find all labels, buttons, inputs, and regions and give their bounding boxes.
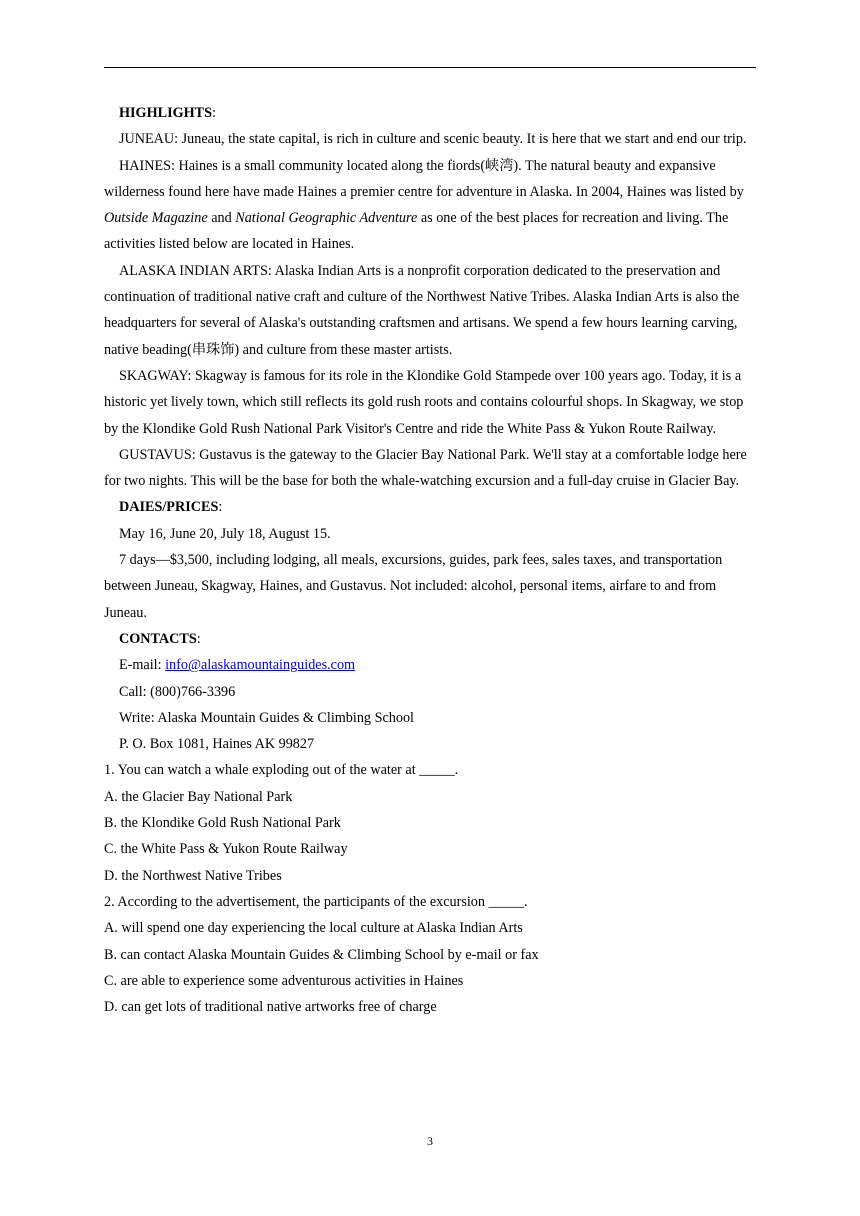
question-1-option-a: A. the Glacier Bay National Park — [104, 788, 293, 805]
gustavus-paragraph: GUSTAVUS: Gustavus is the gateway to the Glacier Bay National Park. We'll stay at a comfortable lodge here for two nights. This will be the base for both the whale-watching excursion and a full-day cruise in Glacier Bay. — [104, 446, 747, 490]
question-2-option-a: A. will spend one day experiencing the local culture at Alaska Indian Arts — [104, 920, 523, 937]
question-2-option-c: C. are able to experience some adventurous activities in Haines — [104, 972, 464, 989]
haines-paragraph — [104, 153, 758, 258]
po-box-line: P. O. Box 1081, Haines AK 99827 — [119, 736, 315, 753]
page-number: 3 — [427, 1134, 433, 1148]
write-line: Write: Alaska Mountain Guides & Climbing School — [119, 709, 414, 726]
contacts-heading: CONTACTS — [119, 630, 197, 647]
contacts-heading-line: CONTACTS: — [119, 630, 201, 647]
haines-text-1: HAINES: Haines is a small community located along the fiords(峡湾). The natural beauty and expansive wilderness found here have made Haines a premier centre for adventure in Alaska. In 2004, Haines was listed by — [104, 157, 744, 200]
question-1-option-b: B. the Klondike Gold Rush National Park — [104, 815, 341, 832]
question-2-option-d: D. can get lots of traditional native artworks free of charge — [104, 999, 437, 1016]
question-2-option-b: B. can contact Alaska Mountain Guides & Climbing School by e-mail or fax — [104, 946, 539, 963]
outside-magazine-title: Outside Magazine — [104, 210, 208, 227]
document-body — [104, 100, 758, 1020]
skagway-paragraph: SKAGWAY: Skagway is famous for its role in the Klondike Gold Stampede over 100 years ago. Today, it is a historic yet lively town, which still reflects its gold rush roots and contains colourful shops. In Skagway, we stop by the Klondike Gold Rush National Park Visitor's Centre and ride the White Pass & Yukon Route Railway. — [104, 367, 744, 437]
highlights-heading: HIGHLIGHTS — [119, 105, 213, 121]
email-line — [104, 652, 758, 678]
email-link[interactable]: info@alaskamountainguides.com — [165, 657, 356, 674]
haines-text-and: and — [207, 210, 236, 227]
juneau-paragraph: JUNEAU: Juneau, the state capital, is rich in culture and scenic beauty. It is here that we start and end our trip. — [119, 131, 747, 148]
question-1-stem: 1. You can watch a whale exploding out of the water at _____. — [104, 762, 459, 779]
dates-heading: DAIES/PRICES — [119, 499, 219, 516]
question-1-option-c: C. the White Pass & Yukon Route Railway — [104, 841, 348, 858]
call-line: Call: (800)766-3396 — [119, 683, 236, 700]
email-label: E-mail: — [119, 657, 166, 674]
national-geographic-title: National Geographic Adventure — [235, 210, 418, 227]
highlights-heading-line: HIGHLIGHTS: — [119, 105, 216, 121]
question-2-stem: 2. According to the advertisement, the participants of the excursion _____. — [104, 893, 528, 910]
haines-text-2: as one of the best places for recreation and living. The activities listed below are located in Haines. — [104, 210, 729, 253]
question-1-option-d: D. the Northwest Native Tribes — [104, 867, 282, 884]
dates-line: May 16, June 20, July 18, August 15. — [119, 525, 331, 542]
dates-heading-line: DAIES/PRICES: — [119, 499, 223, 516]
price-paragraph: 7 days—$3,500, including lodging, all meals, excursions, guides, park fees, sales taxes, and transportation between Juneau, Skagway, Haines, and Gustavus. Not included: alcohol, personal items, airfare to and from Juneau. — [104, 552, 723, 621]
alaska-indian-arts-paragraph: ALASKA INDIAN ARTS: Alaska Indian Arts is a nonprofit corporation dedicated to the preservation and continuation of traditional native craft and culture of the Northwest Native Tribes. Alaska Indian Arts is also the headquarters for several of Alaska's outstanding craftsmen and artisans. We spend a few hours learning carving, native beading(串珠饰) and culture from these master artists. — [104, 262, 740, 358]
header-rule — [104, 67, 756, 68]
